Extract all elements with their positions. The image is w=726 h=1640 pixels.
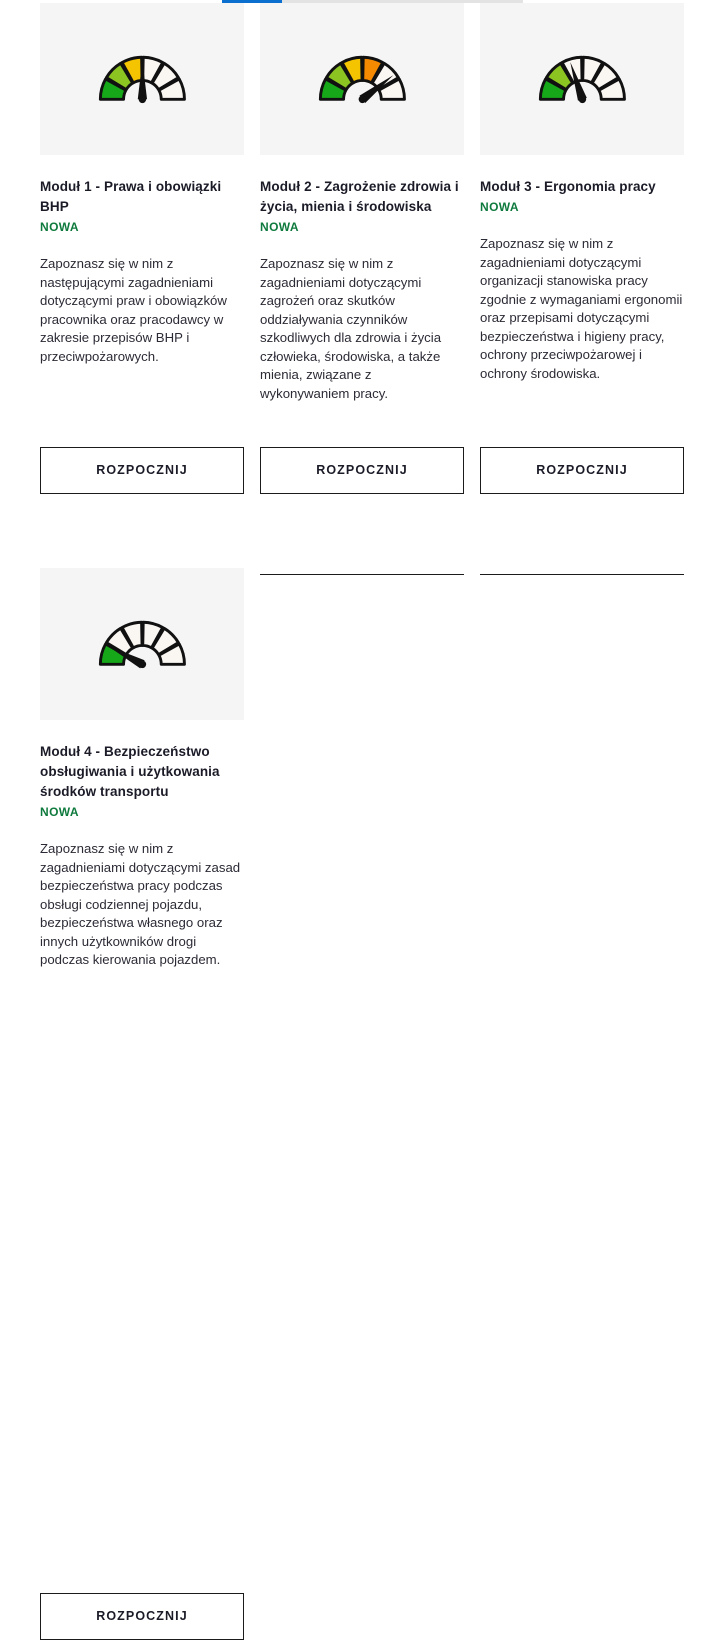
module-action-wrap (40, 1593, 244, 1640)
start-button[interactable]: ROZPOCZNIJ (260, 447, 464, 494)
status-badge: NOWA (40, 220, 79, 234)
gauge-icon (536, 50, 629, 108)
module-description: Zapoznasz się w nim z następującymi zagadnieniami dotyczącymi praw i obowiązków pracownika oraz pracodawcy w zakresie przepisów BHP i przeciwpożarowych. (40, 256, 227, 364)
gauge-icon (96, 615, 189, 673)
start-button[interactable]: ROZPOCZNIJ (40, 447, 244, 494)
module-description: Zapoznasz się w nim z zagadnieniami dotyczącymi organizacji stanowiska pracy zgodnie z wymaganiami ergonomii oraz przepisami dotyczącymi bezpieczeństwa i higieny pracy, ochrony przeciwpożarowej i ochrony środowiska. (480, 236, 683, 381)
start-button[interactable]: ROZPOCZNIJ (40, 1593, 244, 1640)
module-card-body (260, 155, 464, 403)
module-title: Moduł 4 - Bezpieczeństwo obsługiwania i użytkowania środków transportu (40, 744, 220, 799)
module-card (40, 568, 244, 1623)
start-button[interactable]: ROZPOCZNIJ (480, 447, 684, 494)
module-card (480, 3, 684, 534)
module-card-body (40, 155, 244, 366)
module-title: Moduł 2 - Zagrożenie zdrowia i życia, mienia i środowiska (260, 179, 459, 214)
module-card-empty (480, 568, 684, 1097)
module-card-empty (260, 568, 464, 1097)
module-action-wrap (40, 447, 244, 494)
module-description: Zapoznasz się w nim z zagadnieniami dotyczącymi zagrożeń oraz skutków oddziaływania czynników szkodliwych dla zdrowia i życia człowieka, środowiska, a także mienia, związane z wykonywaniem pracy. (260, 256, 442, 401)
module-title: Moduł 3 - Ergonomia pracy (480, 179, 656, 194)
module-card-body (480, 155, 684, 383)
module-description: Zapoznasz się w nim z zagadnieniami dotyczącymi zasad bezpieczeństwa pracy podczas obsługi codziennej pojazdu, bezpieczeństwa własnego oraz innych użytkowników drogi podczas kierowania pojazdem. (40, 841, 241, 967)
module-thumbnail (260, 3, 464, 155)
module-thumbnail (40, 568, 244, 720)
module-grid-row-2 (40, 568, 684, 1623)
status-badge: NOWA (260, 220, 299, 234)
module-title: Moduł 1 - Prawa i obowiązki BHP (40, 179, 222, 214)
module-action-wrap (260, 447, 464, 494)
module-action-wrap (480, 447, 684, 494)
module-thumbnail (40, 3, 244, 155)
module-card-body (40, 720, 244, 970)
gauge-icon (96, 50, 189, 108)
module-card (260, 3, 464, 534)
gauge-icon (316, 50, 409, 108)
module-grid-row-1 (40, 3, 684, 534)
module-card (40, 3, 244, 534)
status-badge: NOWA (480, 200, 519, 214)
module-thumbnail (480, 3, 684, 155)
status-badge: NOWA (40, 805, 79, 819)
